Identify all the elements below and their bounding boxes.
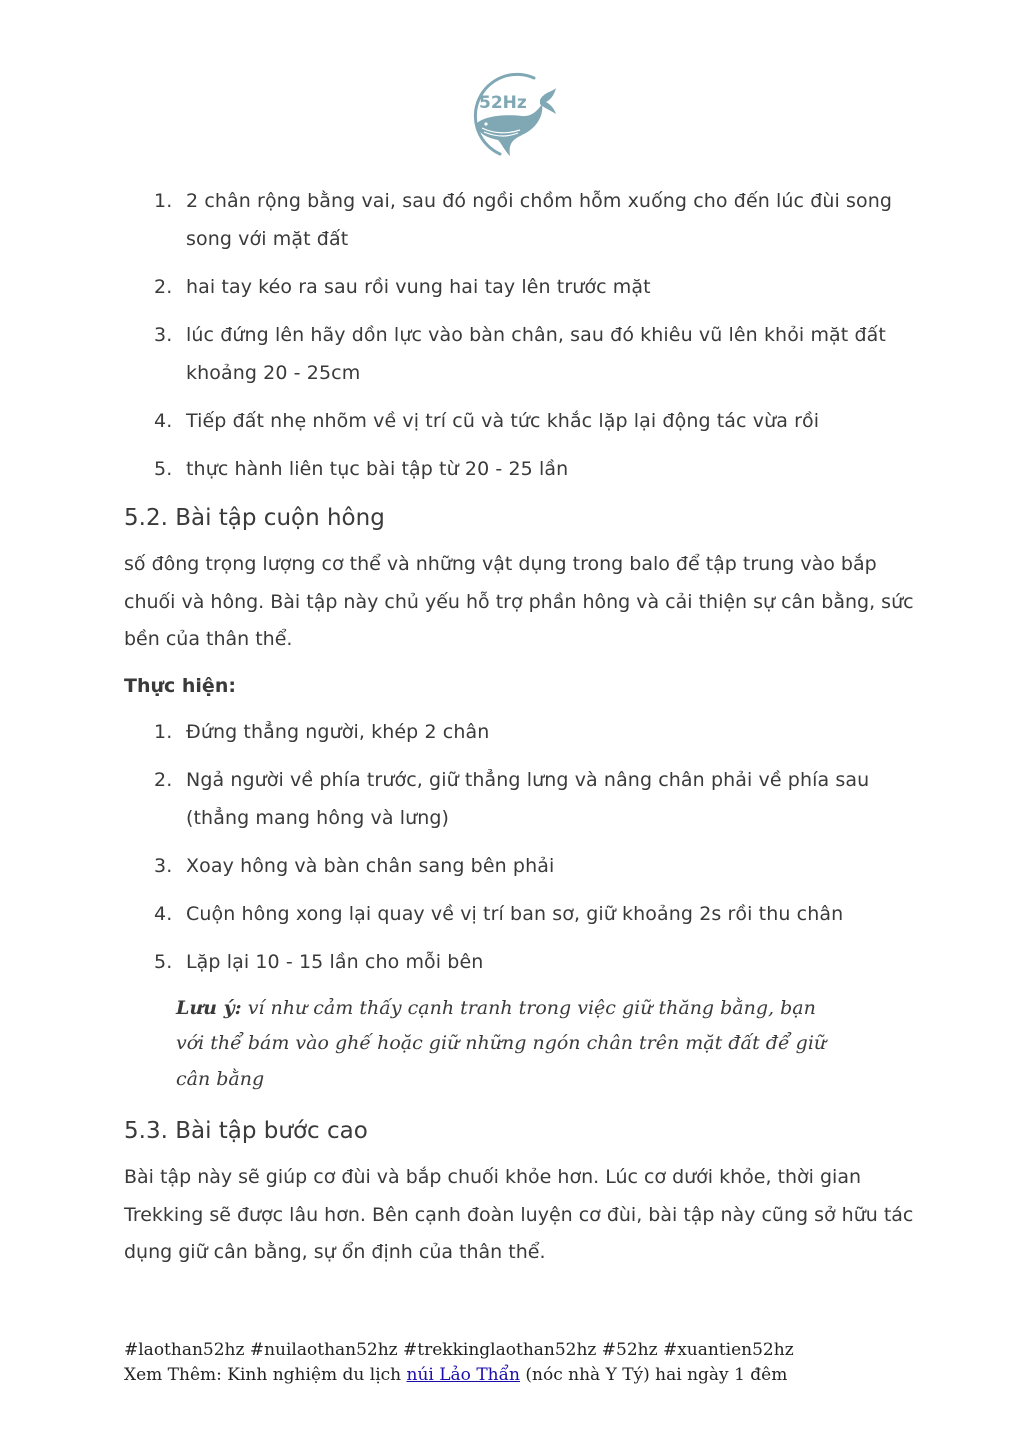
- jump-squat-steps-list: [124, 182, 914, 488]
- list-item: [124, 847, 914, 885]
- list-number: 4.: [154, 410, 173, 432]
- list-number: 2.: [154, 768, 173, 791]
- list-item-text: lúc đứng lên hãy dồn lực vào bàn chân, sau đó khiêu vũ lên khỏi mặt đất khoảng 20 - 25cm: [186, 324, 886, 384]
- list-item: [124, 713, 914, 751]
- list-item-text: Đứng thẳng người, khép 2 chân: [186, 720, 490, 743]
- list-item: [124, 316, 914, 392]
- list-item-text: Cuộn hông xong lại quay về vị trí ban sơ, giữ khoảng 2s rồi thu chân: [186, 902, 844, 925]
- lao-than-link[interactable]: núi Lảo Thẩn: [406, 1365, 520, 1385]
- note-text: ví như cảm thấy cạnh tranh trong việc giữ thăng bằng, bạn với thể bám vào ghế hoặc giữ những ngón chân trên mặt đất để giữ cân bằng: [176, 996, 827, 1090]
- list-number: 2.: [154, 276, 173, 298]
- instructions-label: Thực hiện:: [124, 674, 236, 697]
- list-item: [124, 268, 914, 306]
- list-item: [124, 450, 914, 488]
- section-heading-high-step: 5.3. Bài tập bước cao: [124, 1118, 368, 1144]
- list-item-text: Tiếp đất nhẹ nhõm về vị trí cũ và tức khắc lặp lại động tác vừa rồi: [186, 410, 820, 432]
- page-footer: [124, 1338, 904, 1388]
- list-item-text: Lặp lại 10 - 15 lần cho mỗi bên: [186, 950, 484, 973]
- list-number: 3.: [154, 854, 173, 877]
- footer-hashtags: #laothan52hz #nuilaothan52hz #trekkinglaothan52hz #52hz #xuantien52hz: [124, 1340, 794, 1360]
- list-item-text: thực hành liên tục bài tập từ 20 - 25 lần: [186, 458, 569, 480]
- list-item: [124, 402, 914, 440]
- whale-logo-icon: [464, 64, 560, 164]
- footer-see-more: [124, 1363, 904, 1388]
- see-more-prefix: Xem Thêm: Kinh nghiệm du lịch: [124, 1365, 407, 1385]
- list-item: [124, 182, 914, 258]
- section-paragraph: Bài tập này sẽ giúp cơ đùi và bắp chuối khỏe hơn. Lúc cơ dưới khỏe, thời gian Trekking sẽ được lâu hơn. Bên cạnh đoàn luyện cơ đùi, bài tập này cũng sở hữu tác dụng giữ cân bằng, sự ổn định của thân thể.: [124, 1166, 914, 1263]
- list-item: [124, 943, 914, 981]
- section-paragraph: số đông trọng lượng cơ thể và những vật dụng trong balo để tập trung vào bắp chuối và hông. Bài tập này chủ yếu hỗ trợ phần hông và cải thiện sự cân bằng, sức bền của thân thể.: [124, 553, 914, 650]
- list-number: 4.: [154, 902, 173, 925]
- list-item: [124, 895, 914, 933]
- list-number: 5.: [154, 458, 173, 480]
- note-label: Lưu ý:: [176, 996, 242, 1019]
- list-item-text: Xoay hông và bàn chân sang bên phải: [186, 854, 555, 877]
- list-item-text: 2 chân rộng bằng vai, sau đó ngồi chồm hỗm xuống cho đến lúc đùi song song với mặt đất: [186, 190, 893, 250]
- see-more-suffix: (nóc nhà Y Tý) hai ngày 1 đêm: [519, 1365, 788, 1385]
- brand-logo: [464, 64, 560, 164]
- note-block: [176, 991, 846, 1098]
- document-body: [124, 182, 914, 1280]
- list-number: 5.: [154, 950, 173, 973]
- list-item-text: hai tay kéo ra sau rồi vung hai tay lên trước mặt: [186, 276, 651, 298]
- logo-text: 52Hz: [479, 93, 527, 113]
- section-heading-hip-roll: 5.2. Bài tập cuộn hông: [124, 505, 385, 531]
- list-number: 3.: [154, 324, 173, 346]
- list-number: 1.: [154, 720, 173, 743]
- list-number: 1.: [154, 190, 173, 212]
- list-item-text: Ngả người về phía trước, giữ thẳng lưng và nâng chân phải về phía sau (thẳng mang hông và lưng): [186, 768, 870, 829]
- hip-roll-steps-list: [124, 713, 914, 981]
- list-item: [124, 761, 914, 837]
